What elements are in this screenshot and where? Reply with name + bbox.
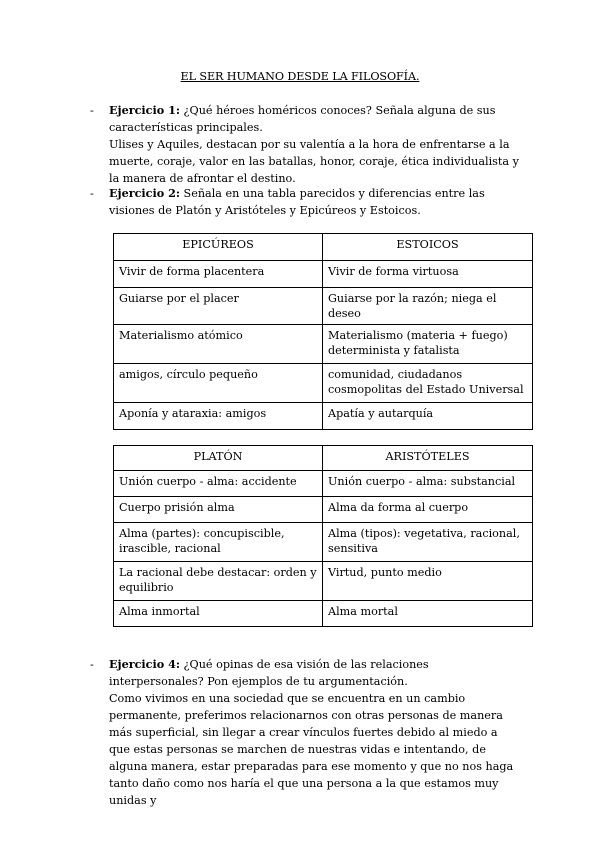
header-platon: PLATÓN [114, 446, 323, 471]
table-epicureos-estoicos [113, 233, 533, 430]
table-row [114, 523, 533, 562]
table-cell: Unión cuerpo - alma: substancial [323, 471, 533, 497]
header-aristoteles: ARISTÓTELES [323, 446, 533, 471]
table-header-row [114, 446, 533, 471]
table-cell: Guiarse por la razón; niega el deseo [323, 288, 533, 325]
table-cell: Alma (partes): concupiscible, irascible, racional [114, 523, 323, 562]
table-cell: Virtud, punto medio [323, 562, 533, 601]
table-cell: Vivir de forma virtuosa [323, 261, 533, 288]
table-cell: Unión cuerpo - alma: accidente [114, 471, 323, 497]
header-estoicos: ESTOICOS [323, 234, 533, 261]
exercise-2 [90, 185, 520, 219]
bullet-dash: - [90, 104, 94, 117]
table-cell: Alma (tipos): vegetativa, racional, sensitiva [323, 523, 533, 562]
table-cell: Cuerpo prisión alma [114, 497, 323, 523]
exercise-4-label: Ejercicio 4: [109, 657, 180, 671]
table-header-row [114, 234, 533, 261]
table-row [114, 364, 533, 403]
table-row [114, 403, 533, 430]
table-cell: Apatía y autarquía [323, 403, 533, 430]
table-cell: Alma inmortal [114, 601, 323, 627]
table-cell: comunidad, ciudadanos cosmopolitas del Estado Universal [323, 364, 533, 403]
table-row [114, 288, 533, 325]
exercise-4-question: ¿Qué opinas de esa visión de las relaciones interpersonales? Pon ejemplos de tu argumentación. [109, 658, 429, 688]
exercise-2-label: Ejercicio 2: [109, 186, 180, 200]
exercise-1 [90, 102, 520, 187]
table-cell: Alma da forma al cuerpo [323, 497, 533, 523]
exercise-1-label: Ejercicio 1: [109, 103, 180, 117]
exercise-1-answer: Ulises y Aquiles, destacan por su valentía a la hora de enfrentarse a la muerte, coraje, valor en las batallas, honor, coraje, ética individualista y la manera de afrontar el destino. [109, 138, 519, 185]
exercise-4-answer: Como vivimos en una sociedad que se encuentra en un cambio permanente, preferimos relacionarnos con otras personas de manera más superficial, sin llegar a crear vínculos fuertes debido al miedo a que estas personas se marchen de nuestras vidas e intentando, de alguna manera, estar preparadas para ese momento y que no nos haga tanto daño como nos haría el que una persona a la que estamos muy unidas y [109, 692, 514, 807]
table-row [114, 497, 533, 523]
table-cell: Vivir de forma placentera [114, 261, 323, 288]
header-epicureos: EPICÚREOS [114, 234, 323, 261]
table-row [114, 261, 533, 288]
exercise-1-question: ¿Qué héroes homéricos conoces? Señala alguna de sus características principales. [109, 104, 496, 134]
table-cell: Materialismo (materia + fuego) determinista y fatalista [323, 325, 533, 364]
table-cell: Alma mortal [323, 601, 533, 627]
table-cell: amigos, círculo pequeño [114, 364, 323, 403]
bullet-dash: - [90, 658, 94, 671]
table-row [114, 471, 533, 497]
table-cell: Guiarse por el placer [114, 288, 323, 325]
exercise-2-question: Señala en una tabla parecidos y diferencias entre las visiones de Platón y Aristóteles y Epicúreos y Estoicos. [109, 187, 485, 217]
table-row [114, 562, 533, 601]
table-cell: Materialismo atómico [114, 325, 323, 364]
table-platon-aristoteles [113, 445, 533, 627]
table-row [114, 325, 533, 364]
table-cell: Aponía y ataraxia: amigos [114, 403, 323, 430]
table-cell: La racional debe destacar: orden y equilibrio [114, 562, 323, 601]
table-row [114, 601, 533, 627]
page-title: EL SER HUMANO DESDE LA FILOSOFÍA. [180, 70, 420, 83]
bullet-dash: - [90, 187, 94, 200]
exercise-4 [90, 656, 520, 809]
